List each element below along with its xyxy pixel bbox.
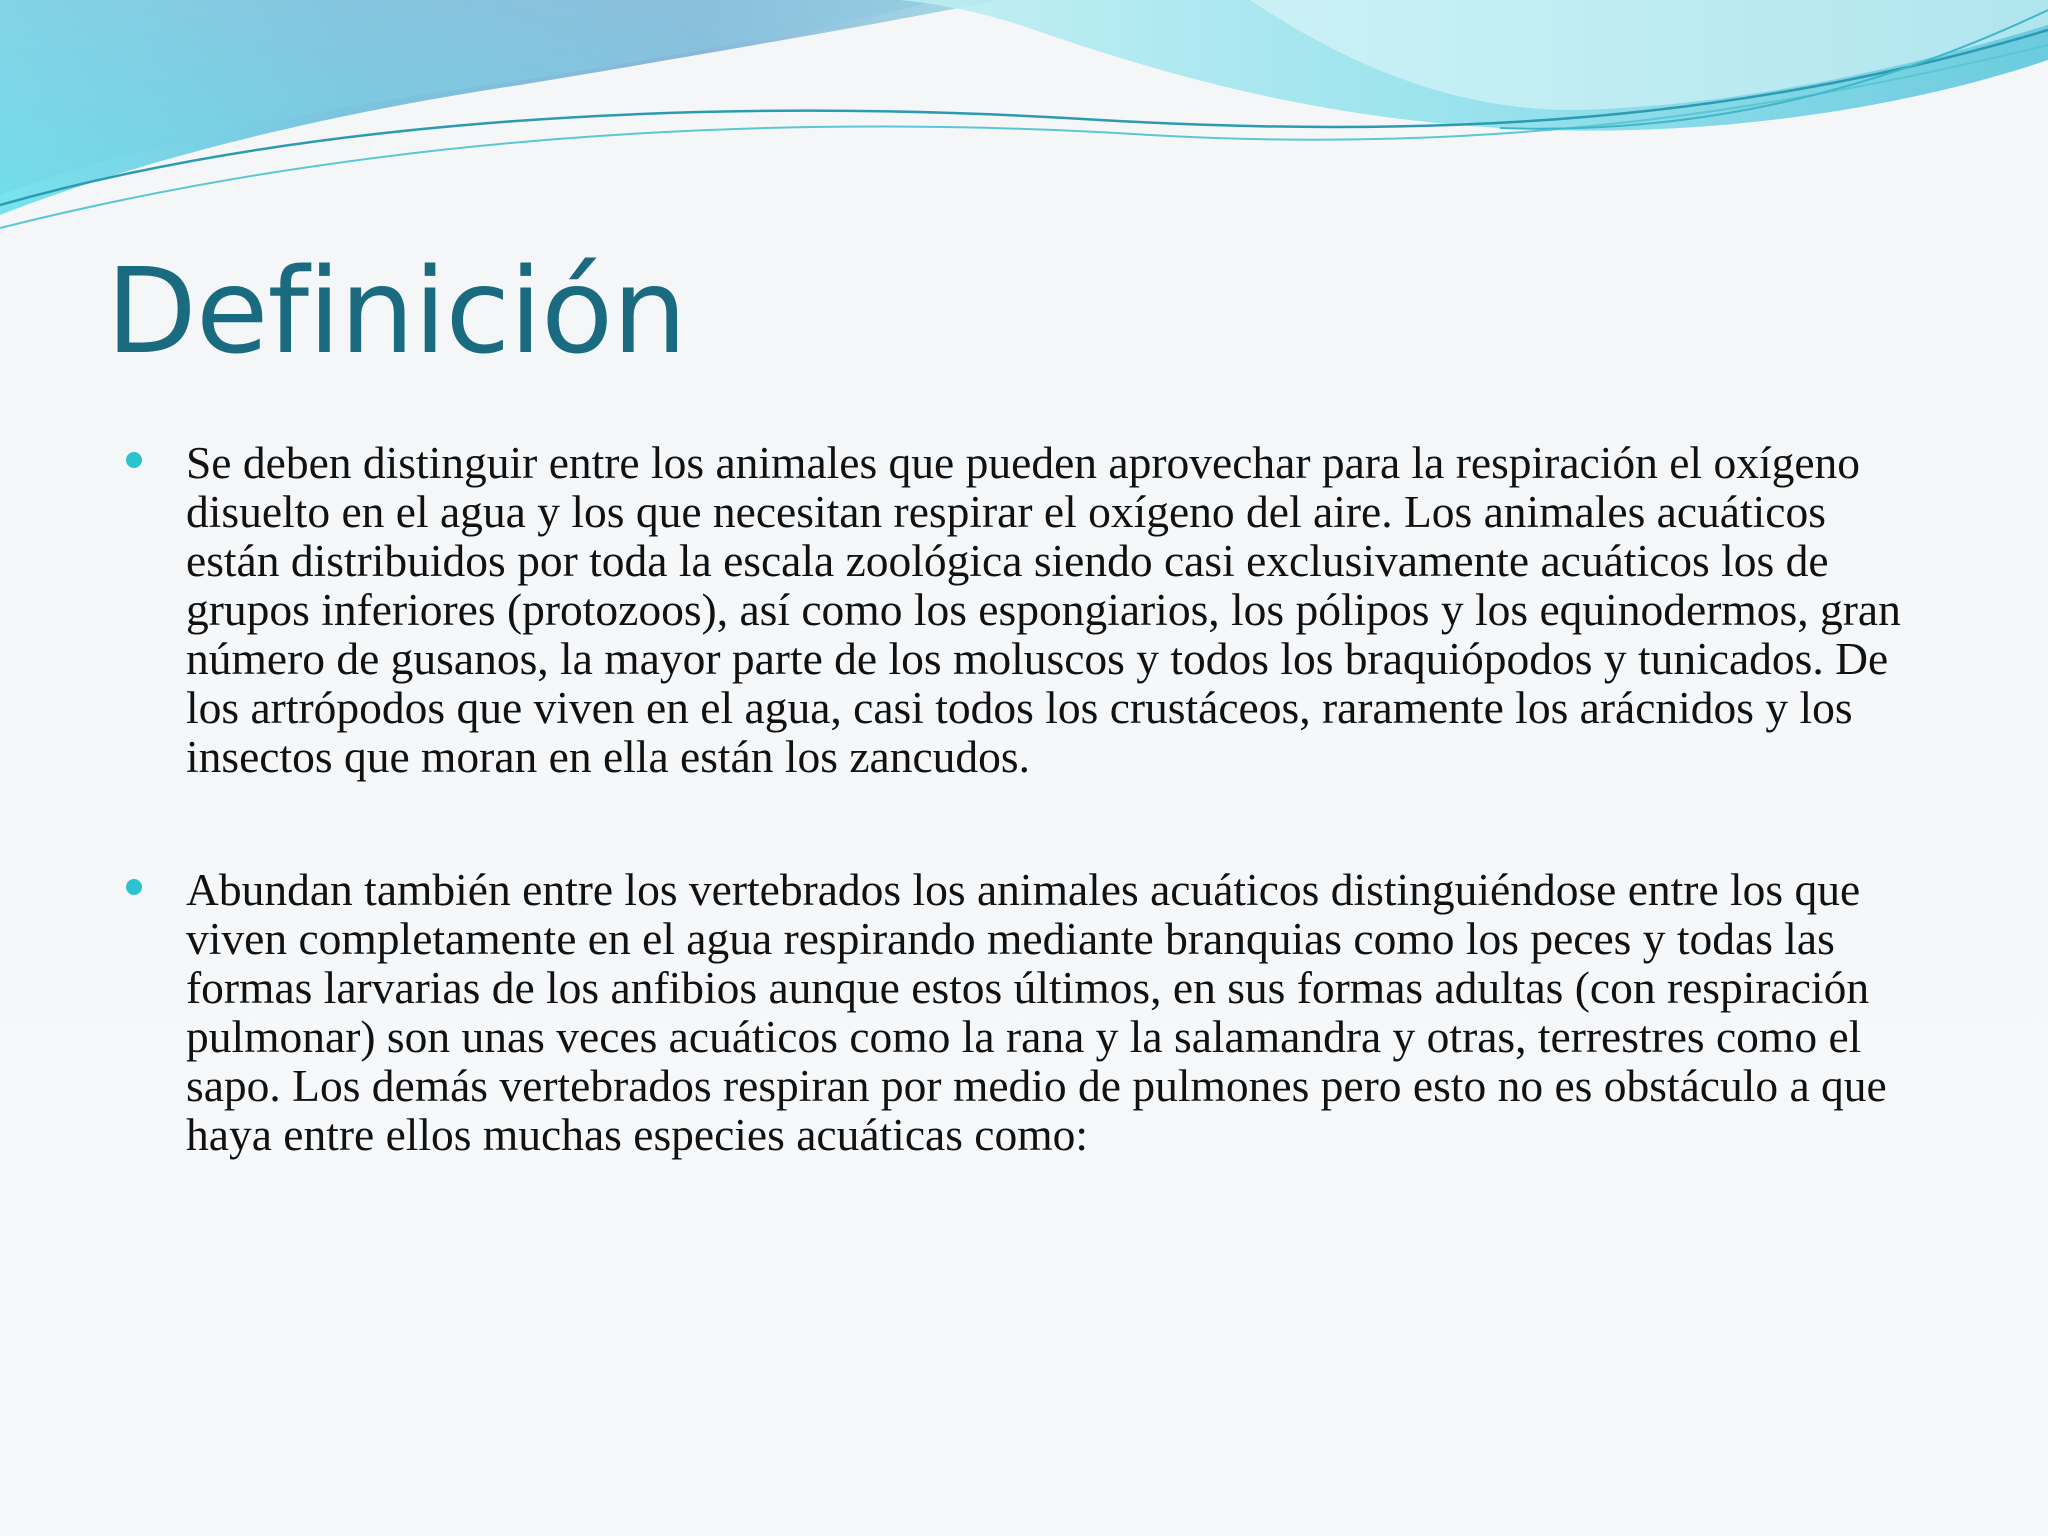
wave-header-decoration — [0, 0, 2048, 240]
slide-title: Definición — [106, 242, 686, 380]
bullet-dot-icon — [126, 452, 142, 468]
bullet-item-2 — [126, 865, 1926, 1159]
bullet-item-1 — [126, 438, 1926, 781]
bullet-list — [126, 438, 1926, 1159]
bullet-text-2: Abundan también entre los vertebrados los animales acuáticos distinguiéndose entre los que viven completamente en el agua respirando mediante branquias como los peces y todas las formas larvarias de los anfibios aunque estos últimos, en sus formas adultas (con respiración pulmonar) son unas veces acuáticos como la rana y la salamandra y otras, terrestres como el sapo. Los demás vertebrados respiran por medio de pulmones pero esto no es obstáculo a que haya entre ellos muchas especies acuáticas como: — [186, 864, 1887, 1160]
bullet-dot-icon — [126, 879, 142, 895]
bullet-text-1: Se deben distinguir entre los animales que pueden aprovechar para la respiración el oxígeno disuelto en el agua y los que necesitan respirar el oxígeno del aire. Los animales acuáticos están distribuidos por toda la escala zoológica siendo casi exclusivamente acuáticos los de grupos inferiores (protozoos), así como los espongiarios, los pólipos y los equinodermos, gran número de gusanos, la mayor parte de los moluscos y todos los braquiópodos y tunicados. De los artrópodos que viven en el agua, casi todos los crustáceos, raramente los arácnidos y los insectos que moran en ella están los zancudos. — [186, 437, 1901, 782]
